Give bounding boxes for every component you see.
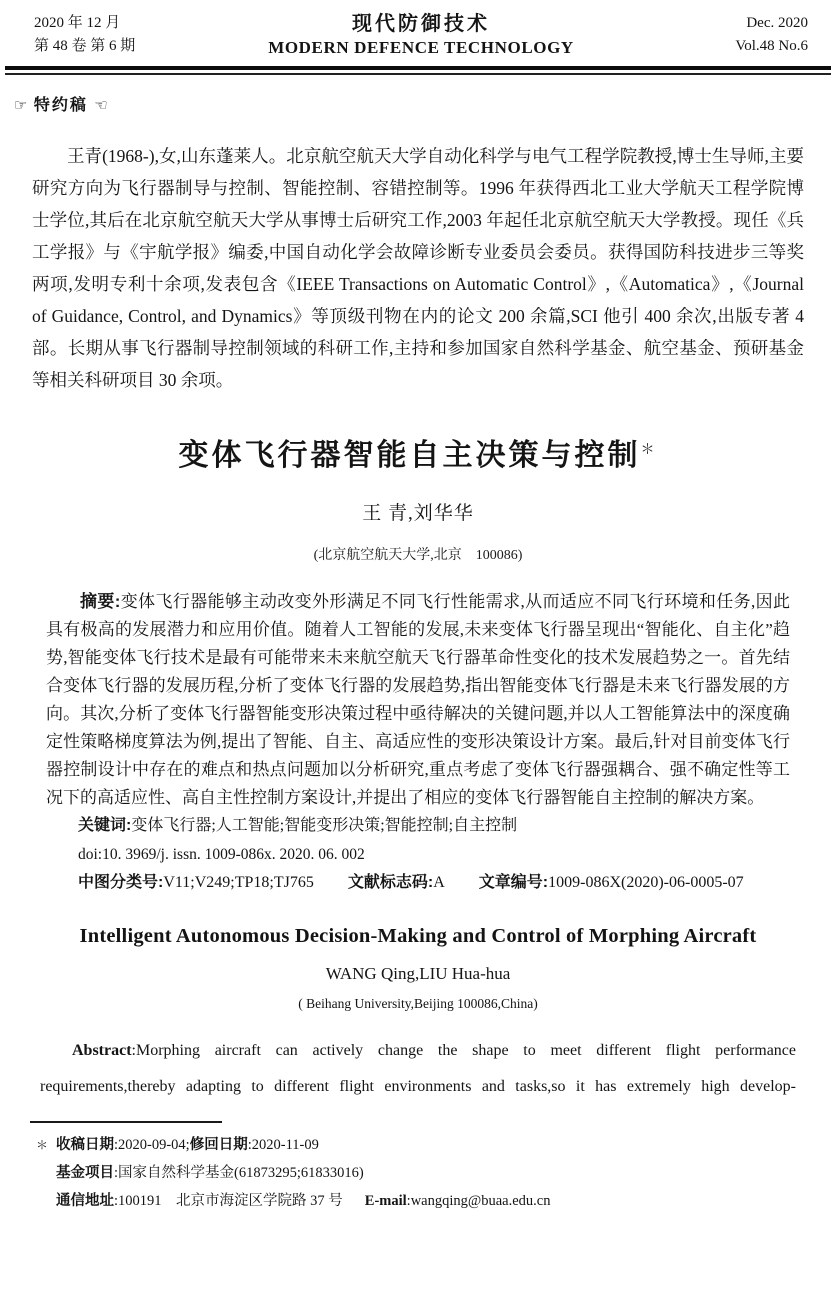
journal-title-cn: 现代防御技术 bbox=[352, 13, 490, 35]
clc-value: V11;V249;TP18;TJ765 bbox=[163, 874, 314, 891]
abstract-block bbox=[46, 588, 790, 898]
article-title-cn bbox=[30, 430, 806, 474]
article-id-value: 1009-086X(2020)-06-0005-07 bbox=[548, 874, 744, 891]
email-label: E-mail bbox=[364, 1192, 407, 1209]
footnote-divider bbox=[30, 1121, 222, 1123]
pointing-left-hand-icon: ☜ bbox=[94, 97, 108, 114]
footnote-address-line bbox=[36, 1187, 806, 1215]
abstract-text: 变体飞行器能够主动改变外形满足不同飞行性能需求,从而适应不同飞行环境和任务,因此具有极高的发展潜力和应用价值。随着人工智能的发展,未来变体飞行器呈现出“智能化、自主化”趋势,智能变体飞行技术是最有可能带来未来航空航天飞行器革命性变化的技术发展趋势之一。首先结合变体飞行器的发展历程,分析了变体飞行器的发展趋势,指出智能变体飞行器是未来飞行器发展的方向。其次,分析了变体飞行器智能变形决策过程中亟待解决的关键问题,并以人工智能算法中的深度确定性策略梯度算法为例,提出了智能、自主、高适应性的变形决策设计方案。最后,针对目前变体飞行器控制设计中存在的难点和热点问题加以分析研究,重点考虑了变体飞行器强耦合、强不确定性等工况下的高适应性、高自主性控制方案设计,并提出了相应的变体飞行器智能自主控制的解决方案。 bbox=[46, 592, 790, 807]
doc-code-label: 文献标志码: bbox=[347, 874, 434, 891]
fund-label: 基金项目 bbox=[56, 1164, 114, 1181]
journal-issue-cn: 第 48 卷 第 6 期 bbox=[34, 38, 136, 54]
clc-label: 中图分类号: bbox=[78, 874, 164, 891]
keywords-text: 变体飞行器;人工智能;智能变形决策;智能控制;自主控制 bbox=[131, 817, 518, 834]
asterisk-marker: ＊ bbox=[36, 1137, 49, 1152]
rule-thin bbox=[5, 73, 831, 75]
doi-line: doi:10. 3969/j. issn. 1009-086x. 2020. 06. 002 bbox=[78, 845, 365, 863]
article-affiliation-en: ( Beihang University,Beijing 100086,China) bbox=[298, 995, 538, 1011]
rule-thick bbox=[5, 66, 831, 70]
email-value: :wangqing@buaa.edu.cn bbox=[406, 1192, 551, 1209]
journal-date-en: Dec. 2020 bbox=[746, 15, 808, 31]
abstract-en-label: Abstract bbox=[72, 1041, 132, 1059]
section-tag bbox=[14, 92, 836, 115]
footnote-received-text bbox=[56, 1131, 319, 1159]
footnote-block bbox=[36, 1131, 806, 1215]
revised-label: 修回日期 bbox=[189, 1136, 248, 1153]
journal-date-cn: 2020 年 12 月 bbox=[34, 15, 121, 31]
header-double-rule bbox=[5, 66, 831, 75]
fund-value: :国家自然科学基金(61873295;61833016) bbox=[114, 1164, 364, 1181]
received-label: 收稿日期 bbox=[56, 1136, 114, 1153]
journal-header-left bbox=[26, 12, 204, 58]
article-id-label: 文章编号: bbox=[478, 874, 549, 891]
journal-header-center bbox=[204, 12, 638, 59]
author-biography: 王青(1968-),女,山东蓬莱人。北京航空航天大学自动化科学与电气工程学院教授,博士生导师,主要研究方向为飞行器制导与控制、智能控制、容错控制等。1996 年获得西北工业大学航天工程学院博士学位,其后在北京航空航天大学从事博士后研究工作,2003 年起任北京航空航天大学教授。现任《兵工学报》与《宇航学报》编委,中国自动化学会故障诊断专业委员会委员。获得国防科技进步三等奖两项,发明专利十余项,发表包含《IEEE Transactions on Automatic Control》,《Automatica》,《Journal of Guidance, Control, and Dynamics》等顶级刊物在内的论文 200 余篇,SCI 他引 400 余次,出版专著 4 部。长期从事飞行器制导控制领域的科研工作,主持和参加国家自然科学基金、航空基金、预研基金等相关科研项目 30 余项。 bbox=[32, 146, 804, 390]
revised-value: :2020-11-09 bbox=[247, 1136, 319, 1153]
footnote-received-line bbox=[36, 1131, 806, 1159]
journal-header-right bbox=[638, 12, 810, 58]
keywords-line bbox=[46, 812, 790, 841]
article-authors-en: WANG Qing,LIU Hua-hua bbox=[325, 963, 511, 983]
pointing-right-hand-icon: ☞ bbox=[14, 97, 28, 114]
classification-line bbox=[46, 869, 790, 898]
abstract-en bbox=[40, 1033, 796, 1105]
title-footnote-marker: ＊ bbox=[640, 441, 658, 457]
article-affiliation-cn: (北京航空航天大学,北京 100086) bbox=[313, 548, 523, 563]
footnote-fund-line bbox=[36, 1159, 806, 1187]
journal-header bbox=[0, 0, 836, 59]
abstract-en-text: :Morphing aircraft can actively change the shape to meet different flight performance requirements,thereby adapting to different flight environments and tasks,so it has extremely high develop- bbox=[40, 1041, 796, 1095]
journal-vol-en: Vol.48 No.6 bbox=[735, 38, 808, 54]
keywords-label: 关键词: bbox=[78, 817, 132, 834]
address-label: 通信地址 bbox=[56, 1192, 114, 1209]
abstract-label: 摘要: bbox=[80, 592, 121, 611]
section-tag-label: 特约稿 bbox=[33, 97, 88, 114]
article-authors-cn: 王 青,刘华华 bbox=[362, 503, 474, 524]
doc-code-value: A bbox=[433, 874, 445, 891]
article-title-en: Intelligent Autonomous Decision-Making and Control of Morphing Aircraft bbox=[79, 924, 757, 947]
journal-title-en: MODERN DEFENCE TECHNOLOGY bbox=[268, 38, 574, 57]
abstract-cn bbox=[46, 588, 790, 812]
article-title-cn-text: 变体飞行器智能自主决策与控制 bbox=[178, 439, 641, 472]
received-value: :2020-09-04; bbox=[114, 1136, 190, 1153]
address-value: :100191 北京市海淀区学院路 37 号 bbox=[114, 1192, 343, 1209]
